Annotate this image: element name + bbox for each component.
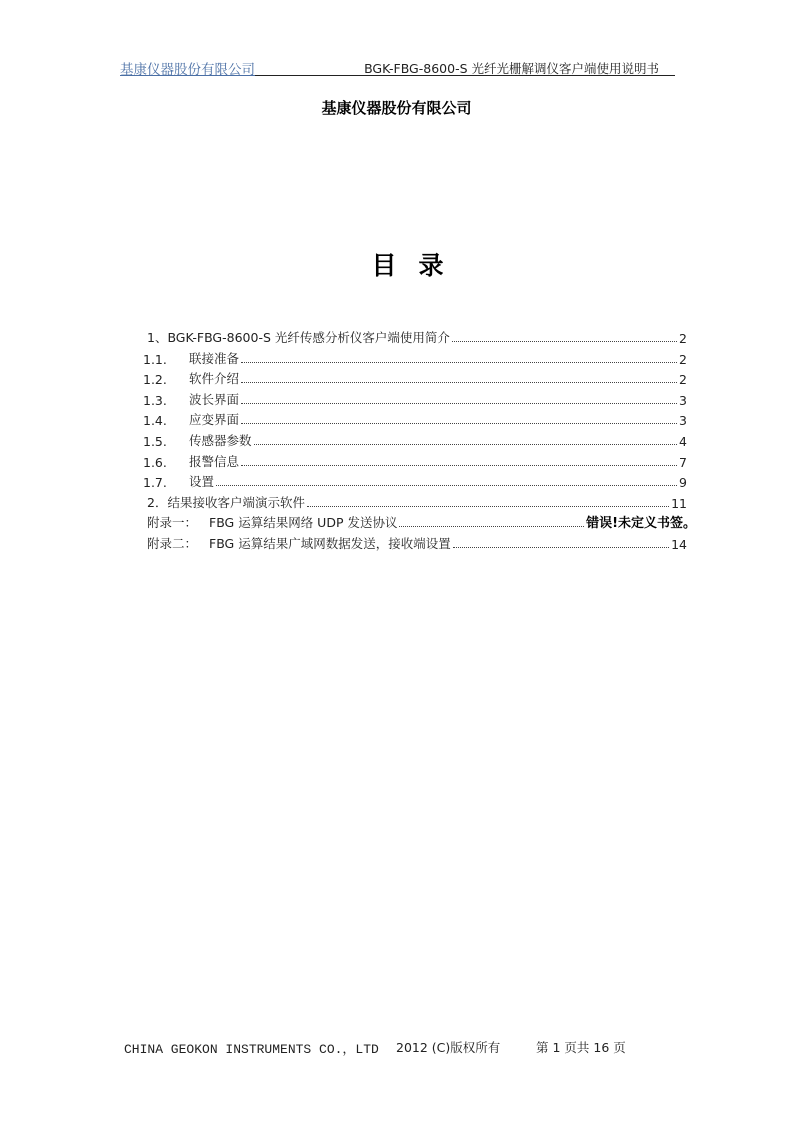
toc-dot-leader	[241, 403, 677, 404]
toc-entry-label: 波长界面	[189, 391, 240, 407]
footer-page-number: 第 1 页共 16 页	[536, 1040, 626, 1055]
company-title: 基康仪器股份有限公司	[321, 99, 472, 117]
toc-dot-leader	[241, 362, 677, 363]
toc-dot-leader	[241, 465, 677, 466]
toc-entry-1-3[interactable]	[143, 388, 687, 408]
page-header	[120, 57, 675, 76]
toc-entry-1-2[interactable]	[143, 367, 687, 387]
footer-copyright: 2012 (C)版权所有	[396, 1040, 501, 1055]
toc-entry-number: 1.3.	[143, 392, 167, 408]
toc-entry-label: 设置	[189, 474, 215, 490]
toc-entry-1-5[interactable]	[143, 429, 687, 449]
toc-title: 目录	[371, 251, 466, 280]
toc-entry-number: 1.6.	[143, 454, 167, 470]
toc-entry-1-4[interactable]	[143, 408, 687, 428]
toc-entry-appendix-2[interactable]	[147, 532, 687, 552]
toc-dot-leader	[216, 485, 677, 486]
toc-dot-leader	[453, 547, 669, 548]
toc-dot-leader	[254, 444, 678, 445]
toc-entry-number: 附录一：	[147, 515, 198, 531]
toc-dot-leader	[307, 506, 669, 507]
toc-entry-page: 2	[679, 372, 687, 388]
toc-entry-page: 3	[679, 392, 687, 408]
toc-entry-label: 传感器参数	[189, 433, 252, 448]
toc-entry-number: 1.5.	[143, 434, 167, 449]
toc-entry-label: 联接准备	[189, 350, 240, 366]
header-company-name: 基康仪器股份有限公司	[120, 62, 255, 78]
toc-entry-label: BGK-FBG-8600-S 光纤传感分析仪客户端使用简介	[167, 330, 450, 345]
toc-entry-1[interactable]	[147, 326, 687, 346]
toc-entry-page: 9	[679, 475, 687, 491]
toc-entry-1-1[interactable]	[143, 347, 687, 367]
header-document-title: BGK-FBG-8600-S 光纤光栅解调仪客户端使用说明书	[364, 61, 659, 76]
toc-entry-number: 1、	[147, 330, 168, 345]
toc-entry-number: 1.4.	[143, 413, 167, 429]
toc-entry-label: FBG 运算结果广域网数据发送，接收端设置	[209, 536, 451, 551]
toc-entry-number: 1.2.	[143, 372, 167, 388]
toc-dot-leader	[399, 526, 584, 527]
toc-entry-label: 结果接收客户端演示软件	[167, 494, 305, 510]
toc-entry-1-6[interactable]	[143, 450, 687, 470]
toc-entry-label: 软件介绍	[189, 371, 240, 387]
toc-entry-2[interactable]	[147, 491, 687, 511]
toc-entry-page: 14	[671, 537, 687, 552]
toc-entry-page: 3	[679, 413, 687, 429]
toc-entry-page: 2	[679, 331, 687, 346]
toc-dot-leader	[241, 423, 677, 424]
toc-entry-label: FBG 运算结果网络 UDP 发送协议	[209, 515, 398, 531]
toc-entry-page: 11	[671, 495, 687, 511]
toc-dot-leader	[241, 382, 677, 383]
toc-entry-1-7[interactable]	[143, 470, 687, 490]
toc-entry-page: 7	[679, 454, 687, 470]
toc-entry-number: 1.1.	[143, 351, 167, 367]
toc-entry-number: 附录二：	[147, 536, 198, 551]
toc-entry-page: 4	[679, 434, 687, 449]
toc-entry-label: 报警信息	[189, 453, 240, 469]
toc-entry-page-error: 错误!未定义书签。	[586, 516, 696, 532]
toc-entry-number: 2．	[147, 494, 168, 510]
toc-entry-label: 应变界面	[189, 412, 240, 428]
toc-entry-appendix-1[interactable]	[147, 511, 696, 531]
toc-entry-number: 1.7.	[143, 475, 167, 491]
footer-company-name: CHINA GEOKON INSTRUMENTS CO.，LTD	[124, 1042, 379, 1057]
toc-dot-leader	[452, 341, 677, 342]
toc-entry-page: 2	[679, 351, 687, 367]
